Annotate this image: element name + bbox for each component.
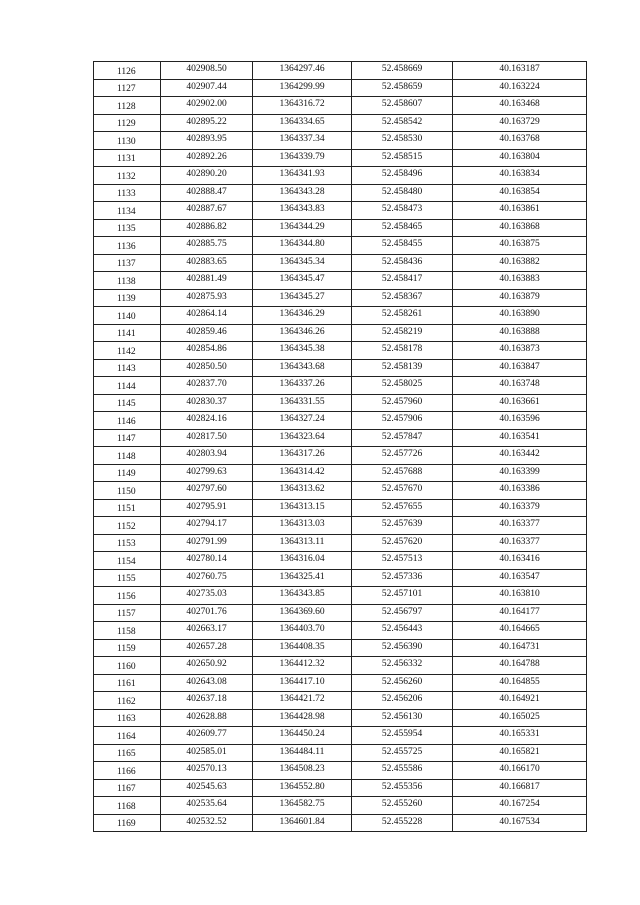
northing-value: 1364417.10 [253, 674, 352, 692]
northing-value: 1364369.60 [253, 604, 352, 622]
point-number: 1153 [94, 534, 161, 552]
point-number: 1157 [94, 604, 161, 622]
table-row [94, 394, 587, 412]
easting-value: 402760.75 [161, 569, 253, 587]
northing-value: 1364341.93 [253, 167, 352, 185]
latitude-value: 52.458530 [352, 132, 453, 150]
table-row [94, 709, 587, 727]
table-row [94, 499, 587, 517]
point-number: 1145 [94, 394, 161, 412]
table-row [94, 79, 587, 97]
easting-value: 402886.82 [161, 219, 253, 237]
longitude-value: 40.163890 [453, 307, 587, 325]
easting-value: 402888.47 [161, 184, 253, 202]
latitude-value: 52.458219 [352, 324, 453, 342]
latitude-value: 52.458367 [352, 289, 453, 307]
easting-value: 402908.50 [161, 62, 253, 80]
table-row [94, 132, 587, 150]
latitude-value: 52.455228 [352, 814, 453, 832]
longitude-value: 40.167534 [453, 814, 587, 832]
easting-value: 402545.63 [161, 779, 253, 797]
point-number: 1131 [94, 149, 161, 167]
table-row [94, 797, 587, 815]
northing-value: 1364343.68 [253, 359, 352, 377]
longitude-value: 40.167254 [453, 797, 587, 815]
point-number: 1129 [94, 114, 161, 132]
northing-value: 1364313.62 [253, 482, 352, 500]
latitude-value: 52.458659 [352, 79, 453, 97]
point-number: 1133 [94, 184, 161, 202]
longitude-value: 40.163748 [453, 377, 587, 395]
longitude-value: 40.163547 [453, 569, 587, 587]
easting-value: 402799.63 [161, 464, 253, 482]
northing-value: 1364408.35 [253, 639, 352, 657]
longitude-value: 40.163883 [453, 272, 587, 290]
longitude-value: 40.163847 [453, 359, 587, 377]
easting-value: 402883.65 [161, 254, 253, 272]
latitude-value: 52.455356 [352, 779, 453, 797]
table-row [94, 447, 587, 465]
point-number: 1137 [94, 254, 161, 272]
easting-value: 402794.17 [161, 517, 253, 535]
easting-value: 402780.14 [161, 552, 253, 570]
point-number: 1149 [94, 464, 161, 482]
easting-value: 402803.94 [161, 447, 253, 465]
latitude-value: 52.457847 [352, 429, 453, 447]
northing-value: 1364344.80 [253, 237, 352, 255]
longitude-value: 40.165821 [453, 744, 587, 762]
table-row [94, 149, 587, 167]
longitude-value: 40.163377 [453, 534, 587, 552]
longitude-value: 40.164665 [453, 622, 587, 640]
table-row [94, 587, 587, 605]
point-number: 1165 [94, 744, 161, 762]
easting-value: 402890.20 [161, 167, 253, 185]
table-row [94, 482, 587, 500]
table-row [94, 552, 587, 570]
point-number: 1141 [94, 324, 161, 342]
table-row [94, 114, 587, 132]
easting-value: 402650.92 [161, 657, 253, 675]
northing-value: 1364334.65 [253, 114, 352, 132]
northing-value: 1364325.41 [253, 569, 352, 587]
northing-value: 1364337.34 [253, 132, 352, 150]
table-row [94, 167, 587, 185]
latitude-value: 52.457960 [352, 394, 453, 412]
point-number: 1161 [94, 674, 161, 692]
northing-value: 1364316.72 [253, 97, 352, 115]
longitude-value: 40.163386 [453, 482, 587, 500]
northing-value: 1364339.79 [253, 149, 352, 167]
longitude-value: 40.163861 [453, 202, 587, 220]
point-number: 1158 [94, 622, 161, 640]
easting-value: 402902.00 [161, 97, 253, 115]
easting-value: 402893.95 [161, 132, 253, 150]
point-number: 1143 [94, 359, 161, 377]
easting-value: 402637.18 [161, 692, 253, 710]
easting-value: 402830.37 [161, 394, 253, 412]
northing-value: 1364331.55 [253, 394, 352, 412]
northing-value: 1364314.42 [253, 464, 352, 482]
longitude-value: 40.163596 [453, 412, 587, 430]
latitude-value: 52.458261 [352, 307, 453, 325]
longitude-value: 40.163854 [453, 184, 587, 202]
point-number: 1135 [94, 219, 161, 237]
longitude-value: 40.163187 [453, 62, 587, 80]
point-number: 1146 [94, 412, 161, 430]
point-number: 1156 [94, 587, 161, 605]
table-row [94, 744, 587, 762]
northing-value: 1364297.46 [253, 62, 352, 80]
northing-value: 1364316.04 [253, 552, 352, 570]
table-row [94, 342, 587, 360]
latitude-value: 52.457639 [352, 517, 453, 535]
longitude-value: 40.163399 [453, 464, 587, 482]
easting-value: 402795.91 [161, 499, 253, 517]
longitude-value: 40.163888 [453, 324, 587, 342]
point-number: 1164 [94, 727, 161, 745]
table-row [94, 272, 587, 290]
table-row [94, 622, 587, 640]
latitude-value: 52.456443 [352, 622, 453, 640]
point-number: 1126 [94, 62, 161, 80]
table-row [94, 289, 587, 307]
table-row [94, 324, 587, 342]
longitude-value: 40.164177 [453, 604, 587, 622]
table-row [94, 359, 587, 377]
longitude-value: 40.163379 [453, 499, 587, 517]
longitude-value: 40.163882 [453, 254, 587, 272]
point-number: 1138 [94, 272, 161, 290]
easting-value: 402881.49 [161, 272, 253, 290]
northing-value: 1364421.72 [253, 692, 352, 710]
easting-value: 402859.46 [161, 324, 253, 342]
table-row [94, 97, 587, 115]
longitude-value: 40.163875 [453, 237, 587, 255]
point-number: 1148 [94, 447, 161, 465]
northing-value: 1364601.84 [253, 814, 352, 832]
point-number: 1162 [94, 692, 161, 710]
easting-value: 402609.77 [161, 727, 253, 745]
latitude-value: 52.458455 [352, 237, 453, 255]
longitude-value: 40.163661 [453, 394, 587, 412]
latitude-value: 52.458417 [352, 272, 453, 290]
latitude-value: 52.458025 [352, 377, 453, 395]
latitude-value: 52.456130 [352, 709, 453, 727]
northing-value: 1364484.11 [253, 744, 352, 762]
northing-value: 1364403.70 [253, 622, 352, 640]
northing-value: 1364337.26 [253, 377, 352, 395]
northing-value: 1364344.29 [253, 219, 352, 237]
point-number: 1155 [94, 569, 161, 587]
point-number: 1130 [94, 132, 161, 150]
table-row [94, 569, 587, 587]
table-row [94, 814, 587, 832]
latitude-value: 52.458542 [352, 114, 453, 132]
longitude-value: 40.163873 [453, 342, 587, 360]
easting-value: 402854.86 [161, 342, 253, 360]
latitude-value: 52.457688 [352, 464, 453, 482]
longitude-value: 40.163834 [453, 167, 587, 185]
point-number: 1159 [94, 639, 161, 657]
latitude-value: 52.455260 [352, 797, 453, 815]
easting-value: 402657.28 [161, 639, 253, 657]
table-row [94, 657, 587, 675]
northing-value: 1364299.99 [253, 79, 352, 97]
point-number: 1128 [94, 97, 161, 115]
longitude-value: 40.163541 [453, 429, 587, 447]
latitude-value: 52.457726 [352, 447, 453, 465]
table-row [94, 412, 587, 430]
latitude-value: 52.458496 [352, 167, 453, 185]
point-number: 1166 [94, 762, 161, 780]
point-number: 1160 [94, 657, 161, 675]
northing-value: 1364345.38 [253, 342, 352, 360]
longitude-value: 40.163804 [453, 149, 587, 167]
point-number: 1142 [94, 342, 161, 360]
easting-value: 402535.64 [161, 797, 253, 815]
point-number: 1151 [94, 499, 161, 517]
point-number: 1147 [94, 429, 161, 447]
coordinates-table-body [94, 62, 587, 832]
point-number: 1167 [94, 779, 161, 797]
easting-value: 402663.17 [161, 622, 253, 640]
northing-value: 1364345.34 [253, 254, 352, 272]
northing-value: 1364552.80 [253, 779, 352, 797]
longitude-value: 40.163729 [453, 114, 587, 132]
point-number: 1144 [94, 377, 161, 395]
northing-value: 1364450.24 [253, 727, 352, 745]
point-number: 1140 [94, 307, 161, 325]
latitude-value: 52.458436 [352, 254, 453, 272]
table-row [94, 762, 587, 780]
easting-value: 402797.60 [161, 482, 253, 500]
latitude-value: 52.456260 [352, 674, 453, 692]
easting-value: 402885.75 [161, 237, 253, 255]
easting-value: 402864.14 [161, 307, 253, 325]
latitude-value: 52.457336 [352, 569, 453, 587]
easting-value: 402875.93 [161, 289, 253, 307]
easting-value: 402824.16 [161, 412, 253, 430]
northing-value: 1364346.26 [253, 324, 352, 342]
longitude-value: 40.166170 [453, 762, 587, 780]
point-number: 1154 [94, 552, 161, 570]
northing-value: 1364313.11 [253, 534, 352, 552]
point-number: 1136 [94, 237, 161, 255]
table-row [94, 219, 587, 237]
easting-value: 402532.52 [161, 814, 253, 832]
point-number: 1132 [94, 167, 161, 185]
northing-value: 1364343.28 [253, 184, 352, 202]
longitude-value: 40.165025 [453, 709, 587, 727]
northing-value: 1364345.47 [253, 272, 352, 290]
latitude-value: 52.456206 [352, 692, 453, 710]
latitude-value: 52.458669 [352, 62, 453, 80]
point-number: 1139 [94, 289, 161, 307]
table-row [94, 727, 587, 745]
latitude-value: 52.457101 [352, 587, 453, 605]
point-number: 1134 [94, 202, 161, 220]
longitude-value: 40.164788 [453, 657, 587, 675]
latitude-value: 52.457655 [352, 499, 453, 517]
easting-value: 402570.13 [161, 762, 253, 780]
latitude-value: 52.457906 [352, 412, 453, 430]
easting-value: 402791.99 [161, 534, 253, 552]
longitude-value: 40.163224 [453, 79, 587, 97]
table-row [94, 464, 587, 482]
latitude-value: 52.457670 [352, 482, 453, 500]
latitude-value: 52.456797 [352, 604, 453, 622]
table-row [94, 779, 587, 797]
northing-value: 1364428.98 [253, 709, 352, 727]
point-number: 1152 [94, 517, 161, 535]
easting-value: 402701.76 [161, 604, 253, 622]
coordinates-table [93, 61, 587, 832]
longitude-value: 40.163879 [453, 289, 587, 307]
latitude-value: 52.458178 [352, 342, 453, 360]
table-row [94, 639, 587, 657]
easting-value: 402895.22 [161, 114, 253, 132]
longitude-value: 40.166817 [453, 779, 587, 797]
northing-value: 1364323.64 [253, 429, 352, 447]
point-number: 1127 [94, 79, 161, 97]
easting-value: 402817.50 [161, 429, 253, 447]
easting-value: 402850.50 [161, 359, 253, 377]
easting-value: 402907.44 [161, 79, 253, 97]
table-row [94, 377, 587, 395]
easting-value: 402892.26 [161, 149, 253, 167]
point-number: 1168 [94, 797, 161, 815]
easting-value: 402735.03 [161, 587, 253, 605]
latitude-value: 52.458473 [352, 202, 453, 220]
latitude-value: 52.455586 [352, 762, 453, 780]
northing-value: 1364346.29 [253, 307, 352, 325]
latitude-value: 52.458515 [352, 149, 453, 167]
longitude-value: 40.164855 [453, 674, 587, 692]
latitude-value: 52.457620 [352, 534, 453, 552]
northing-value: 1364317.26 [253, 447, 352, 465]
longitude-value: 40.163810 [453, 587, 587, 605]
point-number: 1169 [94, 814, 161, 832]
latitude-value: 52.456390 [352, 639, 453, 657]
easting-value: 402643.08 [161, 674, 253, 692]
table-row [94, 692, 587, 710]
longitude-value: 40.163468 [453, 97, 587, 115]
northing-value: 1364343.83 [253, 202, 352, 220]
easting-value: 402887.67 [161, 202, 253, 220]
northing-value: 1364327.24 [253, 412, 352, 430]
table-row [94, 307, 587, 325]
northing-value: 1364582.75 [253, 797, 352, 815]
latitude-value: 52.458607 [352, 97, 453, 115]
longitude-value: 40.163377 [453, 517, 587, 535]
northing-value: 1364313.03 [253, 517, 352, 535]
table-row [94, 237, 587, 255]
northing-value: 1364412.32 [253, 657, 352, 675]
northing-value: 1364313.15 [253, 499, 352, 517]
latitude-value: 52.455725 [352, 744, 453, 762]
easting-value: 402837.70 [161, 377, 253, 395]
northing-value: 1364508.23 [253, 762, 352, 780]
longitude-value: 40.163768 [453, 132, 587, 150]
longitude-value: 40.164731 [453, 639, 587, 657]
longitude-value: 40.165331 [453, 727, 587, 745]
latitude-value: 52.457513 [352, 552, 453, 570]
longitude-value: 40.163442 [453, 447, 587, 465]
table-row [94, 674, 587, 692]
northing-value: 1364343.85 [253, 587, 352, 605]
easting-value: 402585.01 [161, 744, 253, 762]
table-row [94, 202, 587, 220]
table-row [94, 604, 587, 622]
table-row [94, 517, 587, 535]
northing-value: 1364345.27 [253, 289, 352, 307]
table-row [94, 184, 587, 202]
latitude-value: 52.456332 [352, 657, 453, 675]
table-row [94, 62, 587, 80]
latitude-value: 52.458465 [352, 219, 453, 237]
longitude-value: 40.163868 [453, 219, 587, 237]
latitude-value: 52.455954 [352, 727, 453, 745]
point-number: 1163 [94, 709, 161, 727]
latitude-value: 52.458139 [352, 359, 453, 377]
table-row [94, 534, 587, 552]
point-number: 1150 [94, 482, 161, 500]
longitude-value: 40.164921 [453, 692, 587, 710]
easting-value: 402628.88 [161, 709, 253, 727]
longitude-value: 40.163416 [453, 552, 587, 570]
latitude-value: 52.458480 [352, 184, 453, 202]
table-row [94, 429, 587, 447]
table-row [94, 254, 587, 272]
